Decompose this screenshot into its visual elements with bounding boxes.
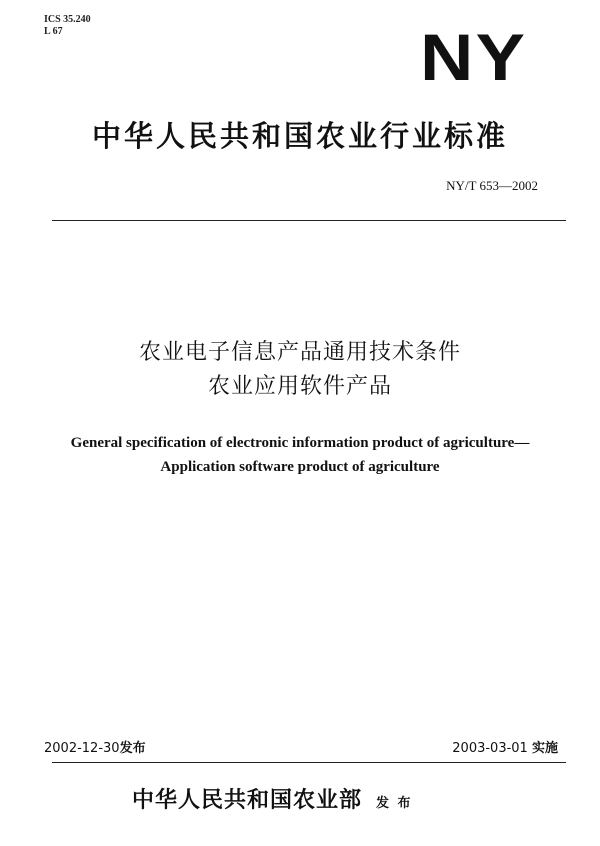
implementation-date bbox=[452, 740, 558, 758]
english-title-line-2: Application software product of agriculture bbox=[160, 459, 440, 475]
ics-code: ICS 35.240 bbox=[44, 14, 91, 25]
publish-label: 发 布 bbox=[376, 796, 413, 811]
issuing-organization: 中华人民共和国农业部 bbox=[132, 788, 363, 813]
issuing-authority bbox=[132, 786, 413, 819]
issue-date-value: 2002-12-30 bbox=[44, 741, 120, 756]
issue-date bbox=[44, 740, 146, 758]
chinese-title-line-1: 农业电子信息产品通用技术条件 bbox=[138, 340, 461, 365]
classification-codes bbox=[44, 14, 91, 38]
english-title-line-1: General specification of electronic information product of agriculture— bbox=[70, 435, 530, 451]
standard-category-title: 中华人民共和国农业行业标准 bbox=[91, 119, 508, 153]
standard-number: NY/T 653—2002 bbox=[446, 178, 538, 193]
chinese-title-line-2: 农业应用软件产品 bbox=[207, 374, 392, 399]
implementation-date-value: 2003-03-01 bbox=[452, 741, 528, 756]
footer-divider bbox=[52, 762, 566, 763]
issue-label: 发布 bbox=[119, 741, 146, 756]
header-divider bbox=[52, 220, 566, 221]
ny-standard-logo: NY bbox=[420, 20, 528, 94]
ccs-code: L 67 bbox=[44, 26, 63, 37]
implementation-label: 实施 bbox=[531, 741, 558, 756]
